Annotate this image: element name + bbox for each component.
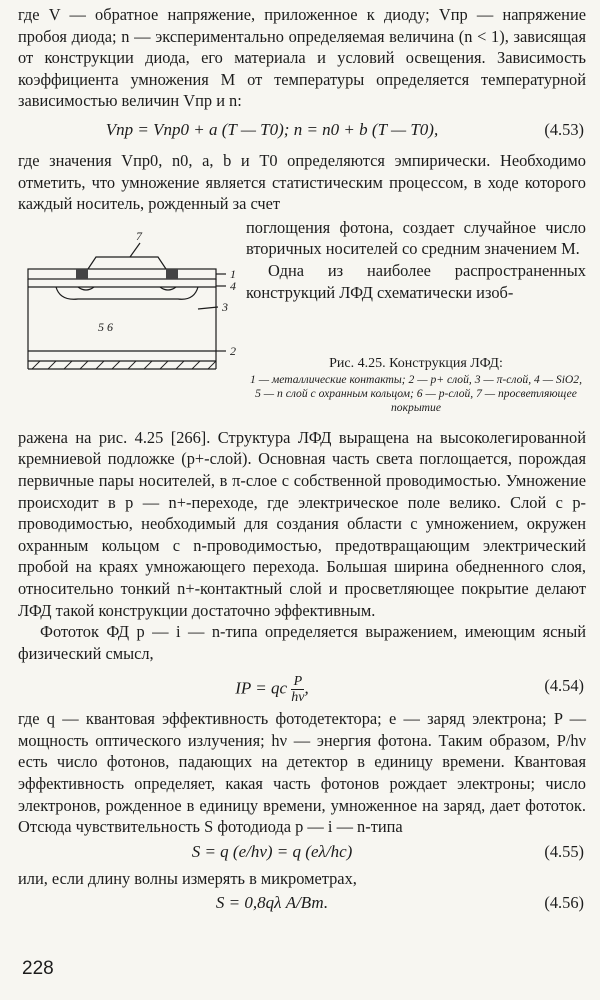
paragraph-5: где q — квантовая эффективность фотодетектора; e — заряд электрона; P — мощность оптического излучения; hν — энергия фотона. Таким образом, P/hν есть число фотонов, падающих на детектор в единицу времени. Квантовая эффективность определяет, какая часть фотонов рождает электроны; число электронов, рожденное в единицу времени, умноженное на заряд, дает фототок. Отсюда чувствительность S фотодиода p — i — n-типа xyxy=(18,709,586,837)
page-number: 228 xyxy=(22,958,54,979)
figure-caption-title: Рис. 4.25. Конструкция ЛФД: xyxy=(329,355,503,371)
label-1: 1 xyxy=(230,266,236,281)
paragraph-2-continued: поглощения фотона, создает случайное число вторичных носителей со средним значением M. xyxy=(246,217,586,259)
equation-4-54 xyxy=(18,664,586,708)
page xyxy=(18,4,586,919)
equation-4-54-body xyxy=(18,674,526,705)
figure-row xyxy=(18,217,586,427)
equation-4-53 xyxy=(18,112,586,150)
equation-4-54-left: IP = qc xyxy=(235,678,288,698)
equation-4-53-number: (4.53) xyxy=(544,119,584,139)
paragraph-3: ражена на рис. 4.25 [266]. Структура ЛФД выращена на высоколегированной кремниевой подложке (p+-слой). Основная часть света поглощается, порождая первичные пары носителей, в π-слое с собственной проводимостью. Умножение происходит в p — n+-переходе, где электрическое поле велико. Слой с p-проводимостью, необходимый для создания области с умножением, окружен охранным кольцом с n-проводимостью, предотвращающим электрический пробой на краях умножающего перехода. Большая ширина обедненного слоя, относительно тонкий n+-контактный слой и просветляющее покрытие делают ЛФД такой конструкции достаточно эффективным. xyxy=(18,427,586,620)
label-2: 2 xyxy=(230,343,236,358)
equation-4-54-tail: , xyxy=(304,678,309,698)
equation-4-55-number: (4.55) xyxy=(544,841,584,861)
label-7: 7 xyxy=(136,228,142,243)
equation-4-54-number: (4.54) xyxy=(544,676,584,696)
paragraph-6: или, если длину волны измерять в микрометрах, xyxy=(18,868,357,888)
equation-4-55 xyxy=(18,838,586,868)
equation-4-53-body: Vпр = Vпр0 + a (T — T0); n = n0 + b (T — T0), xyxy=(105,119,439,139)
equation-4-56 xyxy=(18,889,586,919)
label-4: 4 xyxy=(230,278,236,293)
equation-4-55-body: S = q (e/hν) = q (eλ/hc) xyxy=(191,841,353,861)
equation-4-56-body: S = 0,8qλ А/Вт. xyxy=(215,893,329,913)
paragraph-3-start: Одна из наиболее распространенных конструкций ЛФД схематически изоб- xyxy=(246,260,586,302)
paragraph-2: где значения Vпр0, n0, a, b и T0 определяются эмпирически. Необходимо отметить, что умножение является статистическим процессом, в ходе которого каждый носитель, рожденный за счет xyxy=(18,150,586,214)
equation-4-54-fraction xyxy=(291,674,304,705)
paragraph-1: где V — обратное напряжение, приложенное к диоду; Vпр — напряжение пробоя диода; n — экспериментально определяемая величина (n < 1), зависящая от конструкции диода, его материала и условий освещения. Зависимость коэффициента умножения M от температуры определяется температурной зависимостью величин Vпр и n: xyxy=(18,5,586,111)
paragraph-4: Фототок ФД p — i — n-типа определяется выражением, имеющим ясный физический смысл, xyxy=(18,622,586,663)
label-5-6: 5 6 xyxy=(98,319,113,334)
figure-caption-legend: 1 — металлические контакты; 2 — p+ слой, 3 — π-слой, 4 — SiO2, 5 — n слой с охранным кольцом; 6 — p-слой, 7 — просветляющее покрытие xyxy=(250,372,582,414)
figure-side-text xyxy=(246,217,586,303)
figure-caption xyxy=(246,357,586,415)
label-3: 3 xyxy=(222,299,228,314)
equation-4-54-numerator: P xyxy=(291,674,304,690)
equation-4-54-denominator: hν xyxy=(291,690,305,706)
figure-4-25-diagram xyxy=(18,229,244,379)
equation-4-56-number: (4.56) xyxy=(544,893,584,913)
